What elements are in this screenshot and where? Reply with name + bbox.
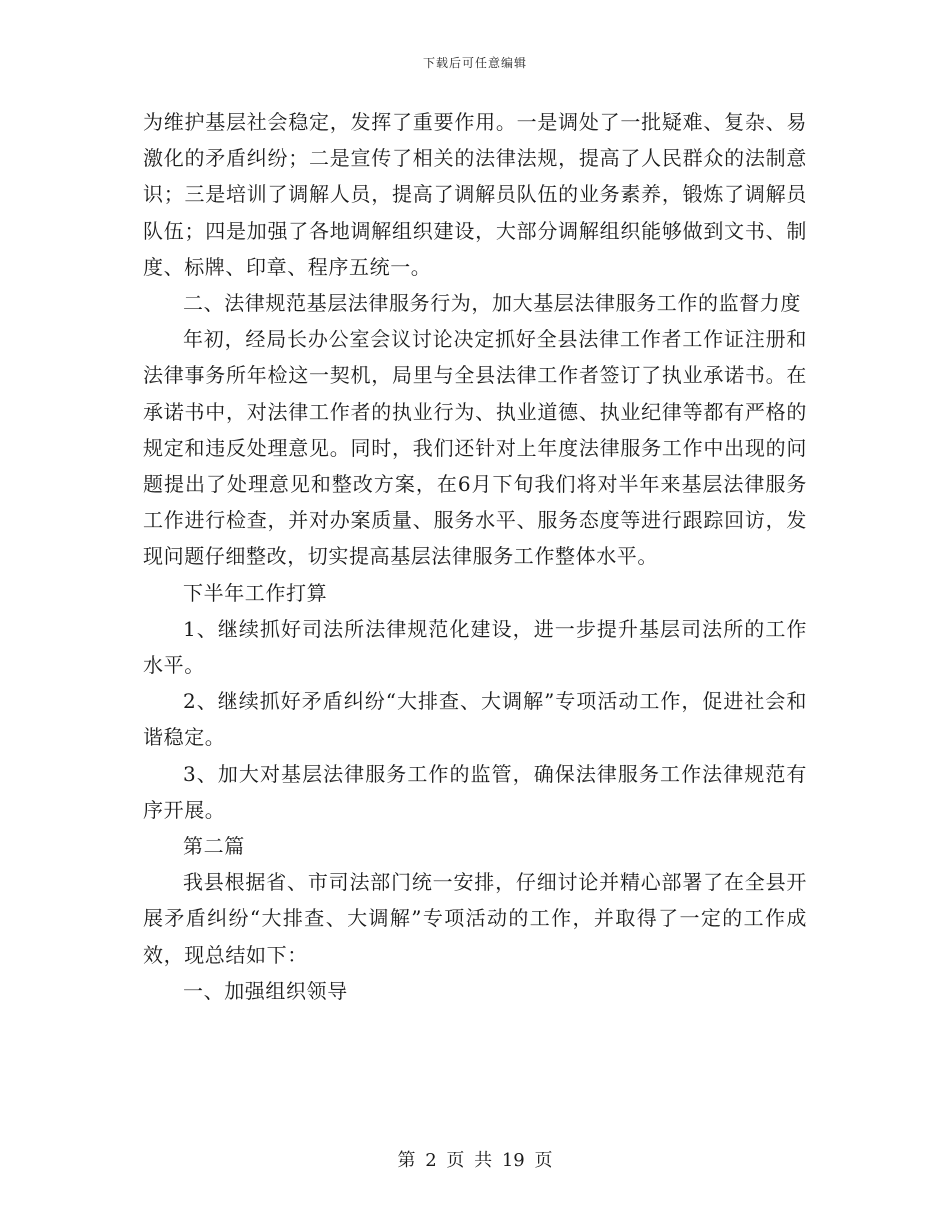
paragraph-3: 年初，经局长办公室会议讨论决定抓好全县法律工作者工作证注册和法律事务所年检这一契机，局里与全县法律工作者签订了执业承诺书。在承诺书中，对法律工作者的执业行为、执业道德、执业纪律等都有严格的规定和违反处理意见。同时，我们还针对上年度法律服务工作中出现的问题提出了处理意见和整改方案，在6月下旬我们将对半年来基层法律服务工作进行检查，并对办案质量、服务水平、服务态度等进行跟踪回访，发现问题仔细整改，切实提高基层法律服务工作整体水平。 <box>143 327 807 569</box>
section-heading-leadership: 一、加强组织领导 <box>183 978 348 1003</box>
paragraph-intro-second: 我县根据省、市司法部门统一安排，仔细讨论并精心部署了在全县开展矛盾纠纷“大排查、大调解”专项活动的工作，并取得了一定的工作成效，现总结如下： <box>143 870 807 967</box>
paragraph-1: 为维护基层社会稳定，发挥了重要作用。一是调处了一批疑难、复杂、易激化的矛盾纠纷；二是宣传了相关的法律法规，提高了人民群众的法制意识；三是培训了调解人员，提高了调解员队伍的业务素养，锻炼了调解员队伍；四是加强了各地调解组织建设，大部分调解组织能够做到文书、制度、标牌、印章、程序五统一。 <box>143 110 807 279</box>
plan-item-3: 3、加大对基层法律服务工作的监管，确保法律服务工作法律规范有序开展。 <box>143 761 807 822</box>
part-heading-second: 第二篇 <box>183 834 245 859</box>
page-header-note: 下载后可任意编辑 <box>422 56 527 70</box>
plan-item-1: 1、继续抓好司法所法律规范化建设，进一步提升基层司法所的工作水平。 <box>143 616 807 678</box>
section-heading-2: 二、法律规范基层法律服务行为，加大基层法律服务工作的监督力度 <box>183 291 801 316</box>
section-heading-plan: 下半年工作打算 <box>183 580 328 605</box>
document-body <box>143 104 807 1009</box>
plan-item-2: 2、继续抓好矛盾纠纷“大排查、大调解”专项活动工作，促进社会和谐稳定。 <box>143 689 807 750</box>
page-number: 第 2 页 共 19 页 <box>397 1150 553 1171</box>
